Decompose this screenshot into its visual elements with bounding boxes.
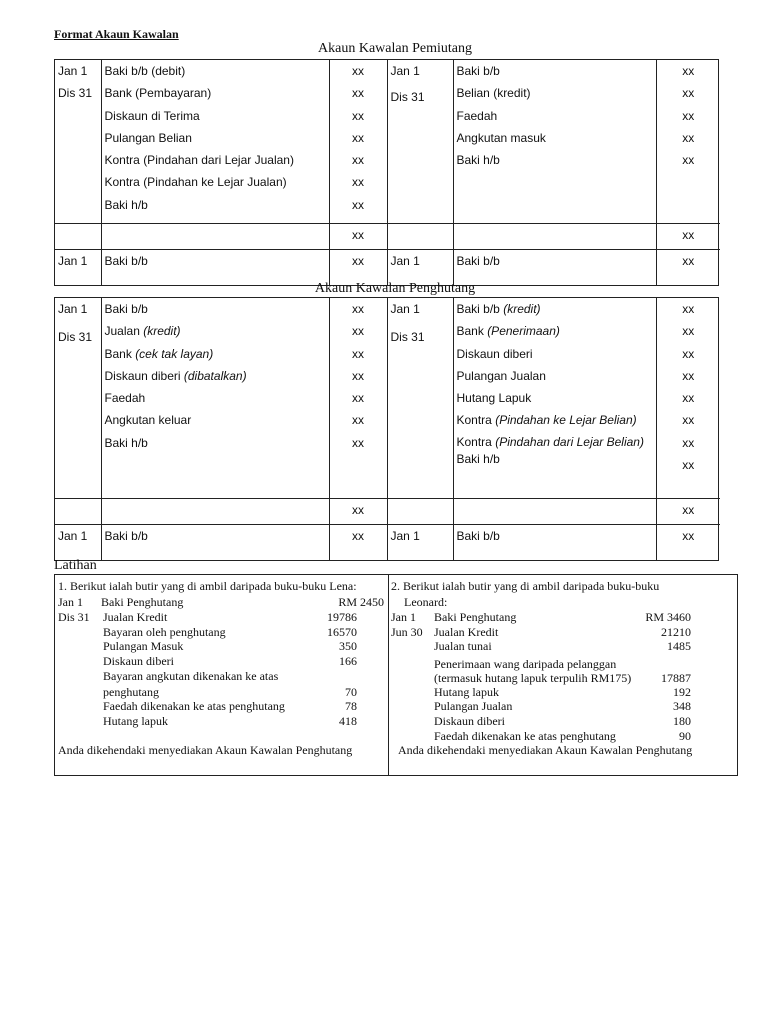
penghutang-debit-amount: xx <box>352 346 364 361</box>
q1-value: 19786 <box>327 610 357 624</box>
q1-value: 418 <box>339 714 357 728</box>
q2-intro-2: Leonard: <box>404 595 448 609</box>
penghutang-credit-date-1: Jan 1 <box>390 302 420 316</box>
q2-value: 180 <box>673 714 691 728</box>
pemiutang-credit-bf-item: Baki b/b <box>456 253 500 268</box>
q1-item: Pulangan Masuk <box>103 639 184 653</box>
q2-instruction: Anda dikehendaki menyediakan Akaun Kawalan Penghutang <box>398 743 693 757</box>
penghutang-debit-item: Bank (cek tak layan) <box>104 346 214 361</box>
q1-value: 16570 <box>327 625 357 639</box>
q1-item: penghutang <box>103 685 159 699</box>
penghutang-credit-item: Baki h/b <box>456 451 500 466</box>
q2-item: Jualan tunai <box>434 639 492 653</box>
pemiutang-credit-date-1: Jan 1 <box>390 64 420 78</box>
pemiutang-debit-item: Diskaun di Terima <box>104 108 200 123</box>
penghutang-credit-amount: xx <box>682 368 695 383</box>
q2-item: Pulangan Jualan <box>434 699 513 713</box>
q2-item: Hutang lapuk <box>434 685 499 699</box>
penghutang-credit-item: Pulangan Jualan <box>456 368 546 383</box>
pemiutang-credit-item: Baki h/b <box>456 153 500 168</box>
q2-date2: Jun 30 <box>391 625 423 639</box>
penghutang-debit-amount: xx <box>352 413 364 428</box>
penghutang-credit-date-2: Dis 31 <box>390 330 425 345</box>
pemiutang-credit-amount: xx <box>682 86 695 101</box>
penghutang-debit-amount: xx <box>352 302 364 316</box>
pemiutang-debit-bf-item: Baki b/b <box>104 253 148 268</box>
pemiutang-credit-item: Baki b/b <box>456 64 500 78</box>
penghutang-credit-bf-date: Jan 1 <box>390 528 420 543</box>
penghutang-credit-amount: xx <box>682 391 695 406</box>
pemiutang-credit-amount: xx <box>682 64 695 78</box>
pemiutang-debit-amount: xx <box>352 86 364 101</box>
format-title: Format Akaun Kawalan <box>54 27 179 41</box>
pemiutang-debit-amount: xx <box>352 175 364 190</box>
q1-instruction: Anda dikehendaki menyediakan Akaun Kawalan Penghutang <box>58 743 353 757</box>
pemiutang-credit-total: xx <box>682 227 695 242</box>
q1-date1: Jan 1 <box>58 595 83 609</box>
latihan-heading: Latihan <box>54 558 97 573</box>
q1-item1: Baki Penghutang <box>101 595 184 609</box>
penghutang-debit-item: Baki h/b <box>104 435 148 450</box>
q1-value: 350 <box>339 639 357 653</box>
q1-intro: 1. Berikut ialah butir yang di ambil daripada buku-buku Lena: <box>58 579 357 593</box>
q2-intro: 2. Berikut ialah butir yang di ambil daripada buku-buku <box>391 579 660 593</box>
pemiutang-debit-item: Pulangan Belian <box>104 130 192 145</box>
exercise-1 <box>55 575 389 775</box>
q1-item: Faedah dikenakan ke atas penghutang <box>103 699 285 713</box>
penghutang-debit-date-1: Jan 1 <box>58 302 88 316</box>
q1-item: Jualan Kredit <box>103 610 168 624</box>
pemiutang-debit-amount: xx <box>352 197 364 212</box>
penghutang-debit-item: Angkutan keluar <box>104 413 192 428</box>
penghutang-credit-amount: xx <box>682 435 695 450</box>
pemiutang-credit-amount: xx <box>682 108 695 123</box>
q2-value: 1485 <box>667 639 691 653</box>
penghutang-credit-item: Baki b/b (kredit) <box>456 302 541 316</box>
pemiutang-credit-amount: xx <box>682 130 695 145</box>
pemiutang-debit-item: Bank (Pembayaran) <box>104 86 212 101</box>
penghutang-credit-amount: xx <box>682 413 695 428</box>
penghutang-debit-bf-item: Baki b/b <box>104 528 148 543</box>
penghutang-credit-item: Kontra (Pindahan ke Lejar Belian) <box>456 413 637 428</box>
penghutang-debit-amount: xx <box>352 391 364 406</box>
pemiutang-credit-amount: xx <box>682 153 695 168</box>
pemiutang-title: Akaun Kawalan Pemiutang <box>318 41 472 56</box>
penghutang-debit-item: Baki b/b <box>104 302 148 316</box>
pemiutang-debit-date-2: Dis 31 <box>58 86 93 101</box>
penghutang-credit-amount: xx <box>682 346 695 361</box>
penghutang-debit-item: Faedah <box>104 391 146 406</box>
pemiutang-account <box>54 59 719 286</box>
q2-date1: Jan 1 <box>391 610 416 624</box>
penghutang-credit-amount: xx <box>682 458 695 473</box>
q1-item: Diskaun diberi <box>103 654 174 668</box>
pemiutang-debit-item: Kontra (Pindahan ke Lejar Jualan) <box>104 175 287 190</box>
q1-value: 70 <box>345 685 357 699</box>
pemiutang-debit-amount: xx <box>352 108 364 123</box>
penghutang-credit-item: Hutang Lapuk <box>456 391 532 406</box>
q1-val1: RM 2450 <box>338 595 384 609</box>
penghutang-credit-item: Kontra (Pindahan dari Lejar Belian) <box>456 434 644 449</box>
q2-item: Jualan Kredit <box>434 625 499 639</box>
q1-date2: Dis 31 <box>58 610 90 624</box>
penghutang-credit-total: xx <box>682 502 695 517</box>
q2-value: 192 <box>673 685 691 699</box>
pemiutang-debit-amount: xx <box>352 153 364 168</box>
penghutang-account <box>54 297 719 561</box>
penghutang-credit-item: Bank (Penerimaan) <box>456 324 560 339</box>
q2-val1: RM 3460 <box>645 610 691 624</box>
q1-value: 78 <box>345 699 357 713</box>
q1-item: Bayaran oleh penghutang <box>103 625 226 639</box>
pemiutang-credit-item: Angkutan masuk <box>456 130 546 145</box>
q2-item: Penerimaan wang daripada pelanggan <box>434 657 617 671</box>
pemiutang-debit-bf-date: Jan 1 <box>58 253 88 268</box>
penghutang-debit-amount: xx <box>352 324 364 339</box>
pemiutang-debit-item: Kontra (Pindahan dari Lejar Jualan) <box>104 153 294 168</box>
q1-value: 166 <box>339 654 357 668</box>
penghutang-debit-date-2: Dis 31 <box>58 330 93 345</box>
q2-value: 21210 <box>661 625 691 639</box>
penghutang-credit-bf-amount: xx <box>682 528 695 543</box>
pemiutang-debit-item: Baki b/b (debit) <box>104 64 186 78</box>
pemiutang-debit-date-1: Jan 1 <box>58 64 88 78</box>
penghutang-credit-amount: xx <box>682 302 695 316</box>
q2-item: (termasuk hutang lapuk terpulih RM175) <box>434 671 632 685</box>
pemiutang-credit-bf-date: Jan 1 <box>390 253 420 268</box>
pemiutang-debit-amount: xx <box>352 130 364 145</box>
penghutang-credit-bf-item: Baki b/b <box>456 528 500 543</box>
penghutang-title: Akaun Kawalan Penghutang <box>314 281 476 296</box>
q2-item: Faedah dikenakan ke atas penghutang <box>434 729 616 743</box>
q2-value: 348 <box>673 699 691 713</box>
pemiutang-debit-bf-amount: xx <box>352 253 364 268</box>
penghutang-credit-amount: xx <box>682 324 695 339</box>
pemiutang-credit-item: Belian (kredit) <box>456 86 531 101</box>
penghutang-debit-bf-amount: xx <box>352 528 364 543</box>
exercise-2 <box>388 575 737 775</box>
penghutang-credit-item: Diskaun diberi <box>456 346 533 361</box>
q2-item1: Baki Penghutang <box>434 610 517 624</box>
q1-item: Hutang lapuk <box>103 714 168 728</box>
pemiutang-debit-amount: xx <box>352 64 364 78</box>
penghutang-debit-item: Diskaun diberi (dibatalkan) <box>104 368 247 383</box>
pemiutang-credit-date-2: Dis 31 <box>390 90 425 105</box>
pemiutang-debit-item: Baki h/b <box>104 197 148 212</box>
pemiutang-credit-bf-amount: xx <box>682 253 695 268</box>
q2-item: Diskaun diberi <box>434 714 505 728</box>
q2-value: 17887 <box>661 671 691 685</box>
exercise-box <box>54 574 738 776</box>
penghutang-debit-bf-date: Jan 1 <box>58 528 88 543</box>
q1-item: Bayaran angkutan dikenakan ke atas <box>103 669 279 683</box>
penghutang-debit-amount: xx <box>352 435 364 450</box>
pemiutang-debit-total: xx <box>352 227 364 242</box>
q2-value: 90 <box>679 729 691 743</box>
penghutang-debit-total: xx <box>352 502 364 517</box>
pemiutang-credit-item: Faedah <box>456 108 498 123</box>
penghutang-debit-amount: xx <box>352 368 364 383</box>
penghutang-debit-item: Jualan (kredit) <box>104 324 181 339</box>
